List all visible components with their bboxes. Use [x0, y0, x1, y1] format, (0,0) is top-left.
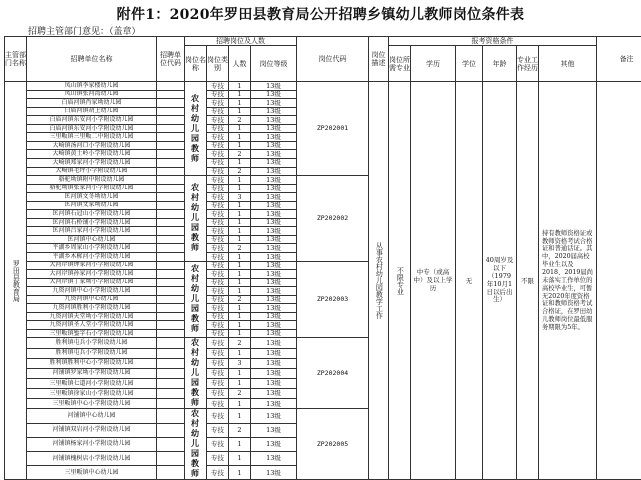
unit-code-cell	[157, 201, 185, 210]
unit-code-cell	[157, 158, 185, 167]
post-type: 专技	[207, 90, 229, 99]
post-grade: 13级	[251, 312, 297, 321]
post-grade: 13级	[251, 399, 297, 409]
unit-code-cell	[157, 348, 185, 358]
school-name: 匡河镇石冠山小学附设幼儿园	[27, 210, 157, 219]
post-type: 专技	[207, 210, 229, 219]
unit-code-cell	[157, 466, 185, 480]
post-grade: 13级	[251, 90, 297, 99]
post-type: 专技	[207, 261, 229, 270]
unit-code-cell	[157, 99, 185, 108]
header-degree: 学位	[456, 46, 483, 82]
post-count: 2	[229, 150, 251, 159]
school-name: 大崎镇汤河口小学附设幼儿园	[27, 141, 157, 150]
post-grade: 13级	[251, 452, 297, 466]
unit-code-cell	[157, 244, 185, 253]
school-name: 三里畈镇錾字石小学附设幼儿园	[27, 329, 157, 338]
post-count: 3	[229, 193, 251, 202]
post-type: 专技	[207, 437, 229, 451]
school-name: 河铺镇槐树店小学附设幼儿园	[27, 452, 157, 466]
post-count: 2	[229, 295, 251, 304]
post-type: 专技	[207, 409, 229, 423]
post-type: 专技	[207, 304, 229, 313]
unit-code-cell	[157, 338, 185, 348]
post-type: 专技	[207, 158, 229, 167]
school-name: 匡河镇文家坳幼儿园	[27, 201, 157, 210]
school-name: 三里畈镇三里畈二中附设幼儿园	[27, 133, 157, 142]
unit-code-cell	[157, 270, 185, 279]
post-count: 1	[229, 82, 251, 91]
school-name: 九资河镇中心幼儿园	[27, 295, 157, 304]
unit-code-cell	[157, 368, 185, 378]
post-type: 专技	[207, 399, 229, 409]
post-grade: 13级	[251, 329, 297, 338]
post-count: 1	[229, 184, 251, 193]
post-type: 专技	[207, 244, 229, 253]
post-code: ZP202003	[297, 261, 369, 338]
post-grade: 13级	[251, 278, 297, 287]
post-name: 农村幼儿园教师	[192, 183, 200, 253]
header-desc: 岗位描述	[369, 37, 389, 82]
unit-code-cell	[157, 218, 185, 227]
school-name: 匡河镇中心幼儿园	[27, 235, 157, 244]
post-count: 1	[229, 304, 251, 313]
header-unit-name: 招聘单位名称	[27, 37, 157, 82]
school-name: 大河岸镇丁家坳小学附设幼儿园	[27, 278, 157, 287]
school-name: 大崎镇毛坪小学附设幼儿园	[27, 167, 157, 176]
post-grade: 13级	[251, 184, 297, 193]
post-name-cell	[185, 409, 207, 480]
post-type: 专技	[207, 176, 229, 185]
unit-code-cell	[157, 452, 185, 466]
post-count: 1	[229, 312, 251, 321]
work-experience: 不限	[517, 82, 539, 480]
post-grade: 13级	[251, 218, 297, 227]
unit-code-cell	[157, 321, 185, 330]
age-limit: 40周岁及以下（1979年10月1日以后出生）	[483, 82, 517, 480]
post-count: 1	[229, 133, 251, 142]
major-cell	[389, 82, 411, 480]
post-count: 1	[229, 321, 251, 330]
school-name: 平湖乡周家山小学附设幼儿园	[27, 244, 157, 253]
unit-code-cell	[157, 252, 185, 261]
post-type: 专技	[207, 329, 229, 338]
post-type: 专技	[207, 287, 229, 296]
school-name: 河铺镇中心幼儿园	[27, 409, 157, 423]
post-name: 农村幼儿园教师	[192, 409, 200, 479]
unit-code-cell	[157, 312, 185, 321]
unit-code-cell	[157, 141, 185, 150]
school-name: 大河岸镇钟家河小学附设幼儿园	[27, 261, 157, 270]
post-count: 1	[229, 278, 251, 287]
school-name: 九资河镇胜利小学附设幼儿园	[27, 304, 157, 313]
post-grade: 13级	[251, 252, 297, 261]
header-requirements: 报考资格条件	[389, 37, 597, 46]
header-post-type: 岗位类别	[207, 46, 229, 82]
post-count: 1	[229, 287, 251, 296]
post-count: 1	[229, 176, 251, 185]
post-type: 专技	[207, 278, 229, 287]
post-type: 专技	[207, 270, 229, 279]
post-grade: 13级	[251, 201, 297, 210]
post-grade: 13级	[251, 261, 297, 270]
post-code: ZP202004	[297, 338, 369, 409]
post-grade: 13级	[251, 389, 297, 399]
unit-code-cell	[157, 295, 185, 304]
post-grade: 13级	[251, 409, 297, 423]
school-name: 白庙河镇胡上幼儿园	[27, 107, 157, 116]
post-code: ZP202002	[297, 176, 369, 261]
positions-body	[5, 82, 641, 480]
unit-code-cell	[157, 82, 185, 91]
unit-code-cell	[157, 329, 185, 338]
unit-code-cell	[157, 184, 185, 193]
post-count: 1	[229, 218, 251, 227]
post-type: 专技	[207, 312, 229, 321]
post-type: 专技	[207, 107, 229, 116]
school-name: 三里畈镇中心小学附设幼儿园	[27, 399, 157, 409]
post-count: 1	[229, 379, 251, 389]
school-name: 胜利镇胜利中心小学附设幼儿园	[27, 358, 157, 368]
school-name: 骆驼坳镇张家河小学附设幼儿园	[27, 184, 157, 193]
header-post-group: 招聘岗位及人数	[185, 37, 297, 46]
post-count: 1	[229, 210, 251, 219]
unit-code-cell	[157, 176, 185, 185]
post-grade: 13级	[251, 210, 297, 219]
post-name-cell	[185, 338, 207, 409]
post-type: 专技	[207, 227, 229, 236]
school-name: 河铺镇双岩河小学附设幼儿园	[27, 423, 157, 437]
post-type: 专技	[207, 321, 229, 330]
school-name: 大河岸镇孙家河小学附设幼儿园	[27, 270, 157, 279]
post-count: 1	[229, 348, 251, 358]
post-type: 专技	[207, 295, 229, 304]
post-grade: 13级	[251, 348, 297, 358]
school-name: 白庙河镇肖家坳幼儿园	[27, 99, 157, 108]
post-type: 专技	[207, 141, 229, 150]
post-grade: 13级	[251, 437, 297, 451]
school-name: 大崎镇黄土岭小学附设幼儿园	[27, 150, 157, 159]
header-age: 年龄	[483, 46, 517, 82]
unit-code-cell	[157, 261, 185, 270]
school-name: 三里畈镇徐家山小学附设幼儿园	[27, 389, 157, 399]
education: 中专（或高中）及以上学历	[411, 82, 456, 480]
post-type: 专技	[207, 201, 229, 210]
post-count: 1	[229, 90, 251, 99]
post-type: 专技	[207, 99, 229, 108]
unit-code-cell	[157, 389, 185, 399]
post-grade: 13级	[251, 116, 297, 125]
school-name: 九资河镇中心小学附设幼儿园	[27, 287, 157, 296]
post-grade: 13级	[251, 270, 297, 279]
post-code: ZP202001	[297, 82, 369, 176]
post-type: 专技	[207, 82, 229, 91]
post-count: 1	[229, 329, 251, 338]
post-count: 2	[229, 167, 251, 176]
page-title: 附件1：2020年罗田县教育局公开招聘乡镇幼儿教师岗位条件表	[0, 4, 641, 24]
unit-code-cell	[157, 278, 185, 287]
post-type: 专技	[207, 452, 229, 466]
dept-name: 罗田县教育局	[12, 260, 20, 302]
post-name: 农村幼儿园教师	[192, 338, 200, 408]
post-count: 3	[229, 358, 251, 368]
post-count: 1	[229, 158, 251, 167]
post-count: 2	[229, 389, 251, 399]
post-grade: 13级	[251, 368, 297, 378]
post-grade: 13级	[251, 423, 297, 437]
other-requirements: 持有教师资格证或教师资格考试合格证和普通话证。其中，2020届高校毕业生以及2018、2019届尚未落实工作单位的高校毕业生，可暂无2020年度资格证和教师资格考试合格证，在罗田幼儿教师岗位最低服务期限为5年。	[539, 82, 597, 480]
school-name: 大崎镇郑家河小学附设幼儿园	[27, 158, 157, 167]
post-type: 专技	[207, 252, 229, 261]
unit-code-cell	[157, 150, 185, 159]
post-grade: 13级	[251, 321, 297, 330]
post-count: 1	[229, 466, 251, 480]
header-post-name: 岗位名称	[185, 46, 207, 82]
school-name: 九资河镇天堂坳小学附设幼儿园	[27, 312, 157, 321]
post-count: 1	[229, 141, 251, 150]
post-type: 专技	[207, 423, 229, 437]
post-type: 专技	[207, 133, 229, 142]
post-count: 1	[229, 124, 251, 133]
post-type: 专技	[207, 466, 229, 480]
unit-code-cell	[157, 107, 185, 116]
unit-code-cell	[157, 193, 185, 202]
post-grade: 13级	[251, 82, 297, 91]
post-grade: 13级	[251, 124, 297, 133]
post-name-cell	[185, 82, 207, 176]
unit-code-cell	[157, 124, 185, 133]
post-type: 专技	[207, 124, 229, 133]
post-count: 1	[229, 452, 251, 466]
post-type: 专技	[207, 338, 229, 348]
school-name: 三里畈镇中心幼儿园	[27, 466, 157, 480]
post-count: 1	[229, 368, 251, 378]
post-name-cell	[185, 261, 207, 338]
school-name: 凤山镇李家楼幼儿园	[27, 82, 157, 91]
school-name: 平湖乡木樨河小学附设幼儿园	[27, 252, 157, 261]
post-name: 农村幼儿园教师	[192, 94, 200, 164]
post-type: 专技	[207, 368, 229, 378]
post-type: 专技	[207, 193, 229, 202]
post-grade: 13级	[251, 167, 297, 176]
post-type: 专技	[207, 150, 229, 159]
school-name: 匡河镇石桥铺小学附设幼儿园	[27, 218, 157, 227]
post-type: 专技	[207, 218, 229, 227]
header-exp: 专业工作经历	[517, 46, 539, 82]
post-count: 2	[229, 116, 251, 125]
positions-table	[4, 36, 641, 480]
post-count: 1	[229, 437, 251, 451]
unit-code-cell	[157, 437, 185, 451]
desc-cell	[369, 82, 389, 480]
post-name: 农村幼儿园教师	[192, 264, 200, 334]
post-grade: 13级	[251, 99, 297, 108]
header-grade: 岗位等级	[251, 46, 297, 82]
unit-code-cell	[157, 399, 185, 409]
post-code: ZP202005	[297, 409, 369, 480]
post-count: 1	[229, 235, 251, 244]
post-description: 从事农村幼儿园教学工作	[375, 242, 383, 319]
header-other: 其他	[539, 46, 597, 82]
post-grade: 13级	[251, 133, 297, 142]
school-name: 九资河镇圣人堂小学附设幼儿园	[27, 321, 157, 330]
post-type: 专技	[207, 116, 229, 125]
school-name: 三里畈镇七道河小学附设幼儿园	[27, 379, 157, 389]
post-grade: 13级	[251, 150, 297, 159]
post-grade: 13级	[251, 235, 297, 244]
school-name: 匡河镇文冬坳幼儿园	[27, 193, 157, 202]
post-count: 1	[229, 99, 251, 108]
post-count: 1	[229, 227, 251, 236]
dept-cell	[5, 82, 27, 480]
post-grade: 13级	[251, 379, 297, 389]
header-edu: 学历	[411, 46, 456, 82]
table-row	[5, 82, 641, 91]
post-grade: 13级	[251, 287, 297, 296]
unit-code-cell	[157, 379, 185, 389]
school-name: 骆驼坳镇附中附设幼儿园	[27, 176, 157, 185]
post-grade: 13级	[251, 338, 297, 348]
unit-code-cell	[157, 304, 185, 313]
post-grade: 13级	[251, 466, 297, 480]
post-count: 1	[229, 201, 251, 210]
school-name: 胜利镇屯兵小学附设幼儿园	[27, 338, 157, 348]
post-grade: 13级	[251, 227, 297, 236]
school-name: 凤山镇张河湾幼儿园	[27, 90, 157, 99]
post-count: 2	[229, 338, 251, 348]
post-type: 专技	[207, 348, 229, 358]
unit-code-cell	[157, 235, 185, 244]
school-name: 胜利镇屯兵小学附设幼儿园	[27, 348, 157, 358]
post-type: 专技	[207, 379, 229, 389]
post-count: 1	[229, 252, 251, 261]
unit-code-cell	[157, 90, 185, 99]
post-grade: 13级	[251, 304, 297, 313]
unit-code-cell	[157, 358, 185, 368]
header-unit-code: 招聘单位代码	[157, 37, 185, 82]
post-count: 1	[229, 261, 251, 270]
unit-code-cell	[157, 210, 185, 219]
unit-code-cell	[157, 287, 185, 296]
unit-code-cell	[157, 409, 185, 423]
unit-code-cell	[157, 167, 185, 176]
post-count: 1	[229, 270, 251, 279]
post-count: 2	[229, 244, 251, 253]
header-major: 岗位所需专业	[389, 46, 411, 82]
post-grade: 13级	[251, 295, 297, 304]
post-grade: 13级	[251, 158, 297, 167]
header-post-code: 岗位代码	[297, 37, 369, 82]
post-grade: 13级	[251, 141, 297, 150]
post-grade: 13级	[251, 244, 297, 253]
school-name: 河铺镇罗家坳小学附设幼儿园	[27, 368, 157, 378]
degree: 无	[456, 82, 483, 480]
header-count: 人数	[229, 46, 251, 82]
post-count: 1	[229, 399, 251, 409]
school-name: 匡河镇吕家河小学附设幼儿园	[27, 227, 157, 236]
header-remark: 备注	[597, 37, 641, 82]
post-type: 专技	[207, 167, 229, 176]
unit-code-cell	[157, 116, 185, 125]
unit-code-cell	[157, 133, 185, 142]
post-count: 1	[229, 107, 251, 116]
school-name: 河铺镇杨家河小学附设幼儿园	[27, 437, 157, 451]
post-type: 专技	[207, 235, 229, 244]
post-type: 专技	[207, 358, 229, 368]
post-grade: 13级	[251, 193, 297, 202]
post-grade: 13级	[251, 358, 297, 368]
post-name-cell	[185, 176, 207, 261]
post-grade: 13级	[251, 176, 297, 185]
post-grade: 13级	[251, 107, 297, 116]
header-dept: 主管部门名称	[5, 37, 27, 82]
post-count: 2	[229, 423, 251, 437]
unit-code-cell	[157, 423, 185, 437]
remark-cell	[597, 82, 641, 480]
approval-line: 招聘主管部门意见：（盖章）	[28, 24, 141, 37]
post-count: 1	[229, 409, 251, 423]
post-type: 专技	[207, 184, 229, 193]
required-major: 不限专业	[396, 267, 404, 295]
unit-code-cell	[157, 227, 185, 236]
school-name: 白庙河镇东安河小学附设幼儿园	[27, 116, 157, 125]
school-name: 白庙河镇东安河小学附设幼儿园	[27, 124, 157, 133]
post-type: 专技	[207, 389, 229, 399]
